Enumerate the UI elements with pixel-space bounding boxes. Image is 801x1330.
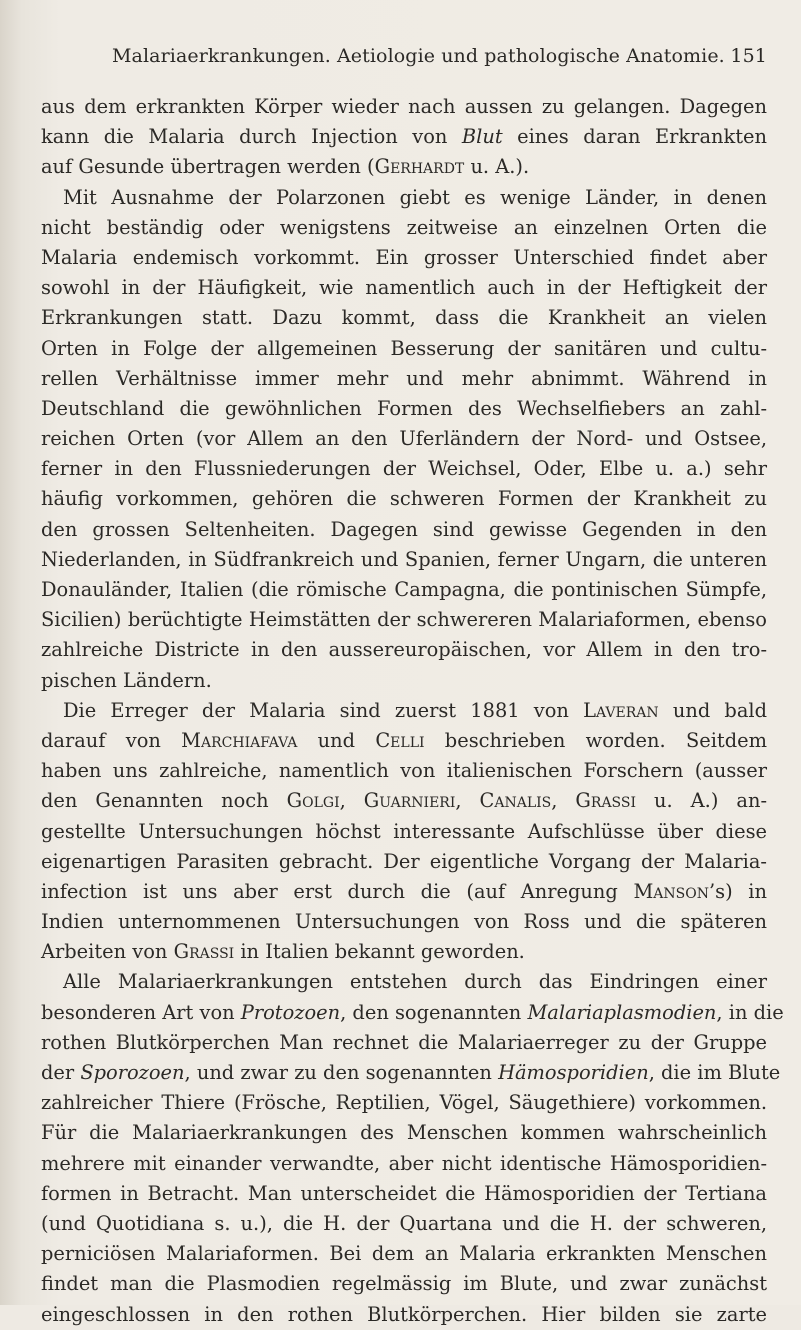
text-run: Donauländer, Italien (die römische Campagna, die pontinischen Sümpfe, [41,578,767,601]
text-line [41,998,784,1028]
text-line [41,786,767,816]
text-run: haben uns zahlreiche, namentlich von italienischen Forschern (ausser [41,759,767,783]
text-run: darauf von [41,728,182,752]
text-run: , in die [716,1000,784,1024]
text-run: rothen Blutkörperchen Man rechnet die Malariaerreger zu der Gruppe [41,1030,767,1054]
text-run: , den sogenannten [340,1000,528,1024]
text-line [41,515,767,545]
text-run: ’s) in [709,879,767,903]
text-line [41,364,767,394]
text-run: Mit Ausnahme der Polarzonen giebt es wenige Länder, in denen [63,185,767,209]
text-line [41,696,767,726]
text-line [41,394,767,424]
text-line [41,877,767,907]
text-run: Erkrankungen statt. Dazu kommt, dass die Krankheit an vielen [41,306,767,330]
text-run: Die Erreger der Malaria sind zuerst 1881 von [63,698,584,722]
italic-term: Sporozoen [80,1061,185,1084]
text-run: , die im Blute [648,1061,781,1084]
text-line [41,635,767,665]
text-line [41,243,767,273]
author-name: Grassi [173,940,235,964]
running-title: Malariaerkrankungen. Aetiologie und pathologische Anatomie. [112,45,725,67]
text-line [41,1088,767,1118]
text-run: Indien unternommenen Untersuchungen von Ross und die späteren [41,910,767,934]
text-run: Alle Malariaerkrankungen entstehen durch das Eindringen einer [63,970,767,994]
text-run: zahlreicher Thiere (Frösche, Reptilien, Vögel, Säugethiere) vorkommen. [41,1091,767,1115]
text-line [41,545,767,575]
text-line [41,967,767,997]
text-run: eigenartigen Parasiten gebracht. Der eigentliche Vorgang der Malaria- [41,849,767,873]
text-run: nicht beständig oder wenigstens zeitweise an einzelnen Orten die [41,215,767,239]
text-run: Malaria endemisch vorkommt. Ein grosser Unterschied findet aber [41,245,767,269]
text-line [41,605,767,635]
text-line [41,1209,767,1239]
text-run: Sicilien) berüchtigte Heimstätten der schwereren Malariaformen, ebenso [41,608,767,632]
text-run: aus dem erkrankten Körper wieder nach aussen zu gelangen. Dagegen [41,95,767,118]
text-run: pischen Ländern. [41,668,212,692]
text-line [41,484,767,514]
author-name: Gerhardt [374,155,465,179]
text-run: Für die Malariaerkrankungen des Menschen kommen wahrscheinlich [41,1121,767,1145]
text-line [41,666,767,696]
text-run: Niederlanden, in Südfrankreich und Spanien, ferner Ungarn, die unteren [41,547,767,571]
italic-term: Protozoen [240,1000,341,1024]
text-line [41,92,767,122]
text-line [41,183,767,213]
text-run: in Italien bekannt geworden. [234,940,525,964]
text-run: Orten in Folge der allgemeinen Besserung der sanitären und cultu- [41,336,767,360]
text-line [41,1149,767,1179]
text-run: infection ist uns aber erst durch die (auf Anregung [41,879,634,903]
page-number: 151 [730,45,767,67]
text-run: den Genannten noch [41,789,287,813]
text-line [41,1300,767,1330]
text-line [41,1269,767,1299]
italic-term: Hämosporidien [498,1061,649,1084]
text-run: und bald [658,698,768,722]
text-line [41,937,767,967]
text-run: u. A.) an- [636,789,767,813]
body-text [41,92,784,1330]
text-run: besonderen Art von [41,1000,241,1024]
text-run: gestellte Untersuchungen höchst interessante Aufschlüsse über diese [41,819,767,843]
text-run: ferner in den Flussniederungen der Weichsel, Oder, Elbe u. a.) sehr [41,457,767,481]
text-run: mehrere mit einander verwandte, aber nicht identische Hämosporidien- [41,1151,767,1175]
text-run: auf Gesunde übertragen werden ( [41,155,375,179]
author-name: Manson [633,879,709,903]
text-run: zahlreiche Districte in den aussereuropäischen, vor Allem in den tro- [41,638,767,662]
text-line [41,303,767,333]
text-run: rellen Verhältnisse immer mehr und mehr abnimmt. Während in [41,366,767,390]
text-line [41,756,767,786]
text-line [41,273,767,303]
text-line [41,1239,767,1269]
text-line [41,1028,767,1058]
page-header [112,45,767,75]
text-line [41,334,767,364]
text-run: (und Quotidiana s. u.), die H. der Quartana und die H. der schweren, [41,1211,767,1235]
text-line [41,726,767,756]
text-run: reichen Orten (vor Allem an den Uferländern der Nord- und Ostsee, [41,427,767,451]
text-line [41,213,767,243]
text-run: eines daran Erkrankten [502,125,768,149]
text-run: u. A.). [464,155,530,179]
text-run: sowohl in der Häufigkeit, wie namentlich auch in der Heftigkeit der [41,276,767,300]
text-run: häufig vorkommen, gehören die schweren Formen der Krankheit zu [41,487,767,511]
author-name: Laveran [583,698,659,722]
text-line [41,1118,767,1148]
text-line [41,907,767,937]
text-run: der [41,1061,81,1084]
text-run: perniciösen Malariaformen. Bei dem an Malaria erkrankten Menschen [41,1242,767,1266]
text-run: eingeschlossen in den rothen Blutkörperchen. Hier bilden sie zarte [41,1302,767,1326]
text-run: beschrieben worden. Seitdem [424,728,767,752]
author-name: Golgi, Guarnieri, Canalis, Grassi [286,789,637,813]
text-run: , und zwar zu den sogenannten [184,1061,499,1084]
text-run: findet man die Plasmodien regelmässig im Blute, und zwar zunächst [41,1272,767,1296]
text-run: und [297,728,376,752]
text-line [41,847,767,877]
italic-term: Blut [461,125,503,149]
text-line [41,817,767,847]
text-line [41,454,767,484]
text-line [41,1058,781,1088]
text-run: formen in Betracht. Man unterscheidet die Hämosporidien der Tertiana [41,1181,767,1205]
text-line [41,575,767,605]
italic-term: Malariaplasmodien [527,1000,717,1024]
text-line [41,424,767,454]
text-run: kann die Malaria durch Injection von [41,125,462,149]
author-name: Celli [375,728,425,752]
author-name: Marchiafava [181,728,298,752]
text-run: Arbeiten von [41,940,174,964]
text-run: Deutschland die gewöhnlichen Formen des Wechselfiebers an zahl- [41,396,767,420]
text-line [41,152,767,182]
text-line [41,122,767,152]
text-line [41,1179,767,1209]
text-run: den grossen Seltenheiten. Dagegen sind gewisse Gegenden in den [41,517,767,541]
